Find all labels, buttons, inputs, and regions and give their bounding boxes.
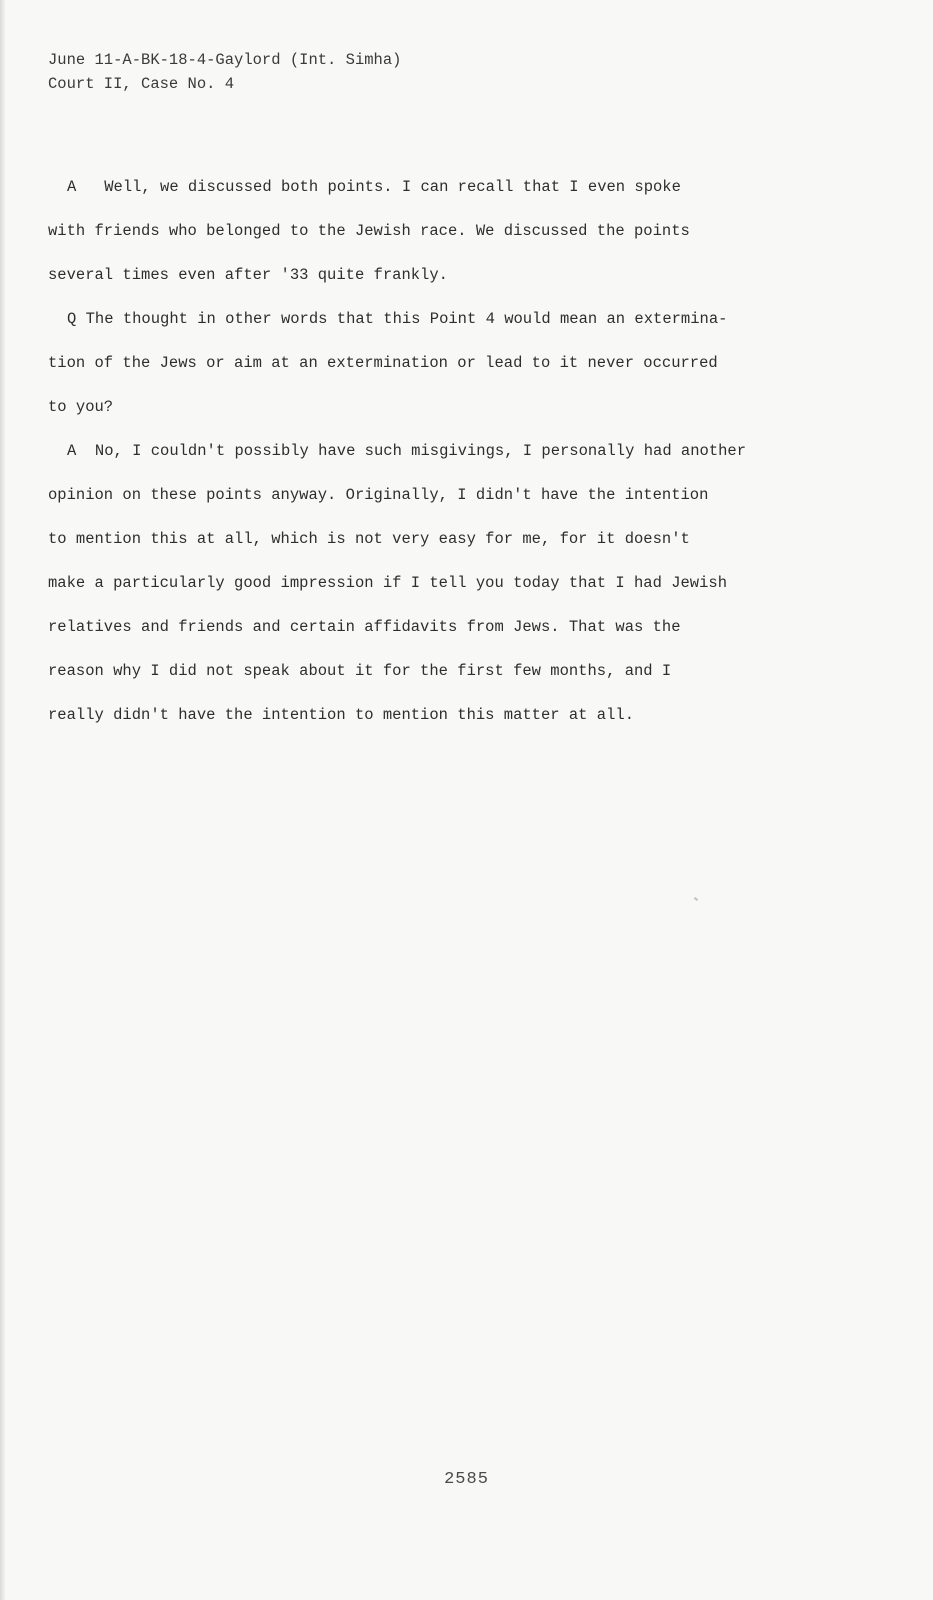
transcript-body [48, 165, 878, 737]
transcript-line: opinion on these points anyway. Originally, I didn't have the intention [48, 486, 709, 504]
transcript-line: with friends who belonged to the Jewish race. We discussed the points [48, 222, 690, 240]
transcript-line: to you? [48, 398, 114, 416]
transcript-line [48, 429, 878, 473]
transcript-line: reason why I did not speak about it for the first few months, and I [48, 662, 672, 680]
line-text: The thought in other words that this Point 4 would mean an extermina- [85, 310, 728, 328]
transcript-line: to mention this at all, which is not very easy for me, for it doesn't [48, 530, 690, 548]
transcript-line: really didn't have the intention to mention this matter at all. [48, 706, 634, 724]
speaker-label: A [67, 178, 77, 196]
transcript-answer-2 [48, 429, 878, 737]
line-text: Well, we discussed both points. I can recall that I even spoke [104, 178, 681, 196]
transcript-line: make a particularly good impression if I tell you today that I had Jewish [48, 574, 728, 592]
transcript-line [48, 165, 878, 209]
transcript-line: tion of the Jews or aim at an extermination or lead to it never occurred [48, 354, 718, 372]
page-number: 2585 [444, 1470, 489, 1489]
transcript-line [48, 297, 878, 341]
paper-speck [694, 897, 698, 901]
speaker-label: A [67, 442, 77, 460]
speaker-label: Q [67, 310, 77, 328]
line-text: No, I couldn't possibly have such misgivings, I personally had another [94, 442, 747, 460]
transcript-question-1 [48, 297, 878, 429]
transcript-line: several times even after '33 quite frankly. [48, 266, 448, 284]
header-case-reference: June 11-A-BK-18-4-Gaylord (Int. Simha) [48, 51, 402, 69]
header-court-case: Court II, Case No. 4 [48, 75, 235, 93]
transcript-line: relatives and friends and certain affidavits from Jews. That was the [48, 618, 681, 636]
transcript-answer-1 [48, 165, 878, 297]
document-header [48, 48, 401, 96]
